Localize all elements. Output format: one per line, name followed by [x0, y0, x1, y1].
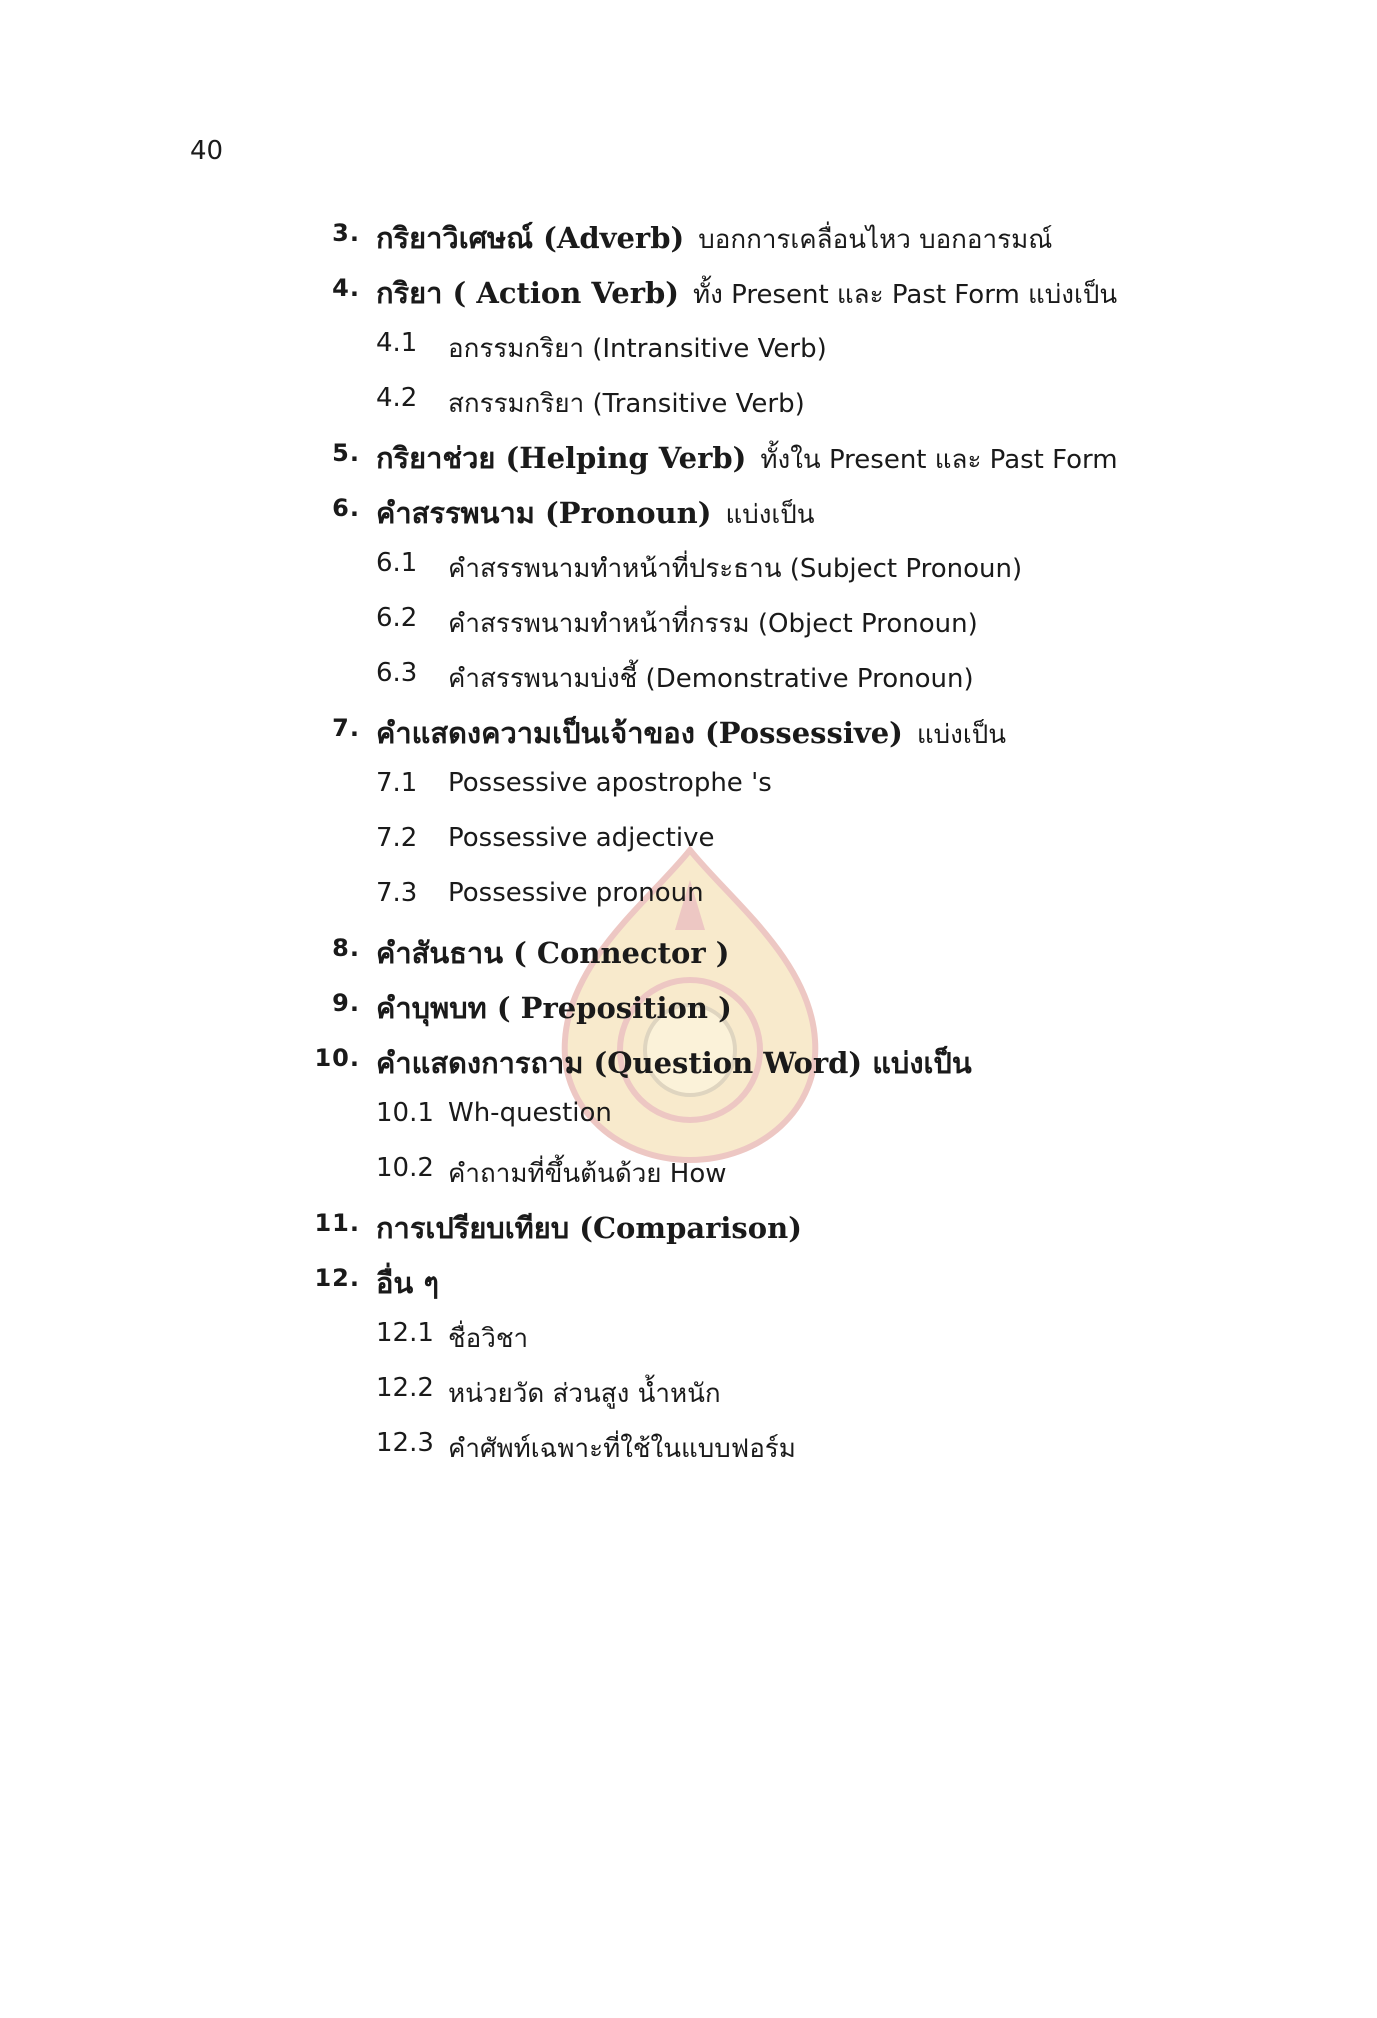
item-number: 12. — [314, 1264, 360, 1292]
item-heading: คำบุพบท ( Preposition ) — [376, 991, 732, 1025]
sub-item — [0, 875, 1377, 930]
sub-item-number: 6.1 — [376, 548, 418, 578]
content-list — [0, 215, 1377, 1480]
sub-item-number: 7.2 — [376, 823, 418, 853]
sub-item-number: 7.3 — [376, 878, 418, 908]
sub-item-text: Possessive apostrophe 's — [448, 768, 772, 798]
sub-item — [0, 545, 1377, 600]
sub-item-text: คำสรรพนามบ่งชี้ (Demonstrative Pronoun) — [448, 664, 974, 694]
sub-item — [0, 1370, 1377, 1425]
item-description: ทั้ง Present และ Past Form แบ่งเป็น — [693, 280, 1118, 310]
item-number: 4. — [332, 274, 360, 302]
item-number: 5. — [332, 439, 360, 467]
sub-item — [0, 655, 1377, 710]
sub-item-text: คำศัพท์เฉพาะที่ใช้ในแบบฟอร์ม — [448, 1434, 796, 1464]
list-item — [0, 710, 1377, 765]
sub-item — [0, 1425, 1377, 1480]
sub-item-number: 4.1 — [376, 328, 418, 358]
list-item — [0, 985, 1377, 1040]
sub-item — [0, 820, 1377, 875]
sub-item-number: 12.1 — [376, 1318, 434, 1348]
item-description: แบ่งเป็น — [916, 720, 1006, 750]
list-item — [0, 1260, 1377, 1315]
sub-item-text: ชื่อวิชา — [448, 1324, 529, 1354]
item-heading: กริยาช่วย (Helping Verb) — [376, 441, 747, 475]
item-heading: อื่น ๆ — [376, 1266, 439, 1300]
item-heading: กริยา ( Action Verb) — [376, 276, 679, 310]
item-description: ทั้งใน Present และ Past Form — [760, 445, 1118, 475]
sub-item-number: 12.3 — [376, 1428, 434, 1458]
item-number: 10. — [314, 1044, 360, 1072]
list-item — [0, 215, 1377, 270]
list-item — [0, 270, 1377, 325]
list-item — [0, 1040, 1377, 1095]
sub-item — [0, 1095, 1377, 1150]
sub-item-text: Possessive adjective — [448, 823, 715, 853]
sub-item — [0, 765, 1377, 820]
sub-item-text: คำสรรพนามทำหน้าที่ประธาน (Subject Pronoun) — [448, 554, 1023, 584]
sub-item-text: อกรรมกริยา (Intransitive Verb) — [448, 334, 827, 364]
sub-item-number: 12.2 — [376, 1373, 434, 1403]
item-description: บอกการเคลื่อนไหว บอกอารมณ์ — [698, 225, 1053, 255]
sub-item-number: 10.2 — [376, 1153, 434, 1183]
list-item — [0, 435, 1377, 490]
sub-item — [0, 1315, 1377, 1370]
item-heading: คำแสดงความเป็นเจ้าของ (Possessive) — [376, 716, 903, 750]
item-number: 9. — [332, 989, 360, 1017]
item-number: 8. — [332, 934, 360, 962]
sub-item-number: 4.2 — [376, 383, 418, 413]
sub-item — [0, 380, 1377, 435]
list-item — [0, 1205, 1377, 1260]
page-number: 40 — [190, 136, 224, 166]
item-number: 7. — [332, 714, 360, 742]
list-item — [0, 930, 1377, 985]
sub-item-text: คำสรรพนามทำหน้าที่กรรม (Object Pronoun) — [448, 609, 978, 639]
sub-item — [0, 600, 1377, 655]
item-heading: การเปรียบเทียบ (Comparison) — [376, 1211, 802, 1245]
sub-item-text: สกรรมกริยา (Transitive Verb) — [448, 389, 805, 419]
item-heading: คำแสดงการถาม (Question Word) แบ่งเป็น — [376, 1046, 972, 1080]
sub-item-number: 10.1 — [376, 1098, 434, 1128]
sub-item-text: หน่วยวัด ส่วนสูง น้ำหนัก — [448, 1379, 721, 1409]
item-number: 11. — [314, 1209, 360, 1237]
sub-item-number: 6.2 — [376, 603, 418, 633]
item-description: แบ่งเป็น — [725, 500, 815, 530]
sub-item-number: 6.3 — [376, 658, 418, 688]
item-heading: คำสรรพนาม (Pronoun) — [376, 496, 712, 530]
sub-item — [0, 325, 1377, 380]
sub-item-number: 7.1 — [376, 768, 418, 798]
item-heading: กริยาวิเศษณ์ (Adverb) — [376, 221, 685, 255]
list-item — [0, 490, 1377, 545]
sub-item-text: คำถามที่ขึ้นต้นด้วย How — [448, 1159, 727, 1189]
item-heading: คำสันธาน ( Connector ) — [376, 936, 730, 970]
item-number: 3. — [332, 219, 360, 247]
item-number: 6. — [332, 494, 360, 522]
sub-item — [0, 1150, 1377, 1205]
sub-item-text: Possessive pronoun — [448, 878, 704, 908]
sub-item-text: Wh-question — [448, 1098, 612, 1128]
